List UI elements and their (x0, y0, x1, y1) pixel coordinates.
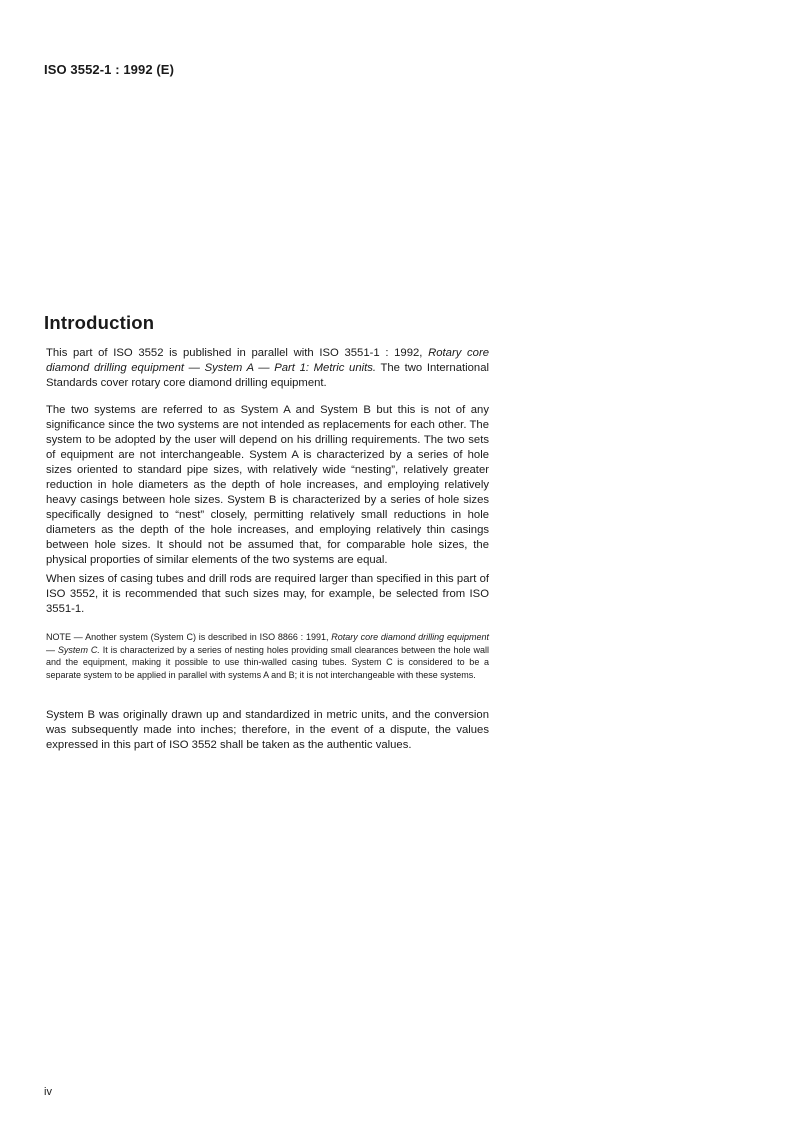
paragraph-text: The two International Standards cover rotary core diamond drilling equipment. (46, 362, 489, 389)
intro-paragraph-2: The two systems are referred to as System A and System B but this is not of any significance since the two systems are not intended as replacements for each other. The system to be adopted by the user will depend on his drilling requirements. The two sets of equipment are not interchangeable. System A is characterized by a series of hole sizes oriented to standard pipe sizes, with relatively wide “nesting”, relatively greater reduction in hole diameters as the depth of hole increases, and employing relatively heavy casings between hole sizes. System B is characterized by a series of hole sizes specifically designed to “nest” closely, permitting relatively small reductions in hole diameters as the depth of the hole increases, and employing relatively thin casings between hole sizes. It should not be assumed that, for comparable hole sizes, the physical proporties of similar elements of the two systems are equal. (46, 404, 489, 566)
intro-paragraph-3: When sizes of casing tubes and drill rods are required larger than specified in this part of ISO 3552, it is recommended that such sizes may, for example, be selected from ISO 3551-1. (46, 573, 489, 615)
note-text: It is characterized by a series of nesting holes providing small clearances between the hole wall and the equipment, making it possible to use thin-walled casing tubes. System C is considered to be a separate system to be applied in parallel with systems A and B; it is not interchangeable with these systems. (46, 644, 489, 680)
note-text: NOTE — Another system (System C) is described in ISO 8866 : 1991, (46, 632, 332, 642)
referenced-standard-title: Rotary core diamond drilling equipment — System A — Part 1: Metric units. (46, 347, 489, 374)
page-number: iv (44, 1086, 52, 1098)
paragraph-text: This part of ISO 3552 is published in parallel with ISO 3551-1 : 1992, (46, 347, 429, 359)
referenced-standard-title: Rotary core diamond drilling equipment — System C. (46, 632, 489, 655)
section-title: Introduction (44, 312, 155, 333)
intro-paragraph-1 (46, 346, 489, 391)
intro-paragraph-4: System B was originally drawn up and standardized in metric units, and the conversion was subsequently made into inches; therefore, in the event of a dispute, the values expressed in this part of ISO 3552 shall be taken as the authentic values. (46, 709, 489, 751)
document-identifier: ISO 3552-1 : 1992 (E) (44, 62, 174, 77)
note-paragraph (46, 631, 489, 681)
